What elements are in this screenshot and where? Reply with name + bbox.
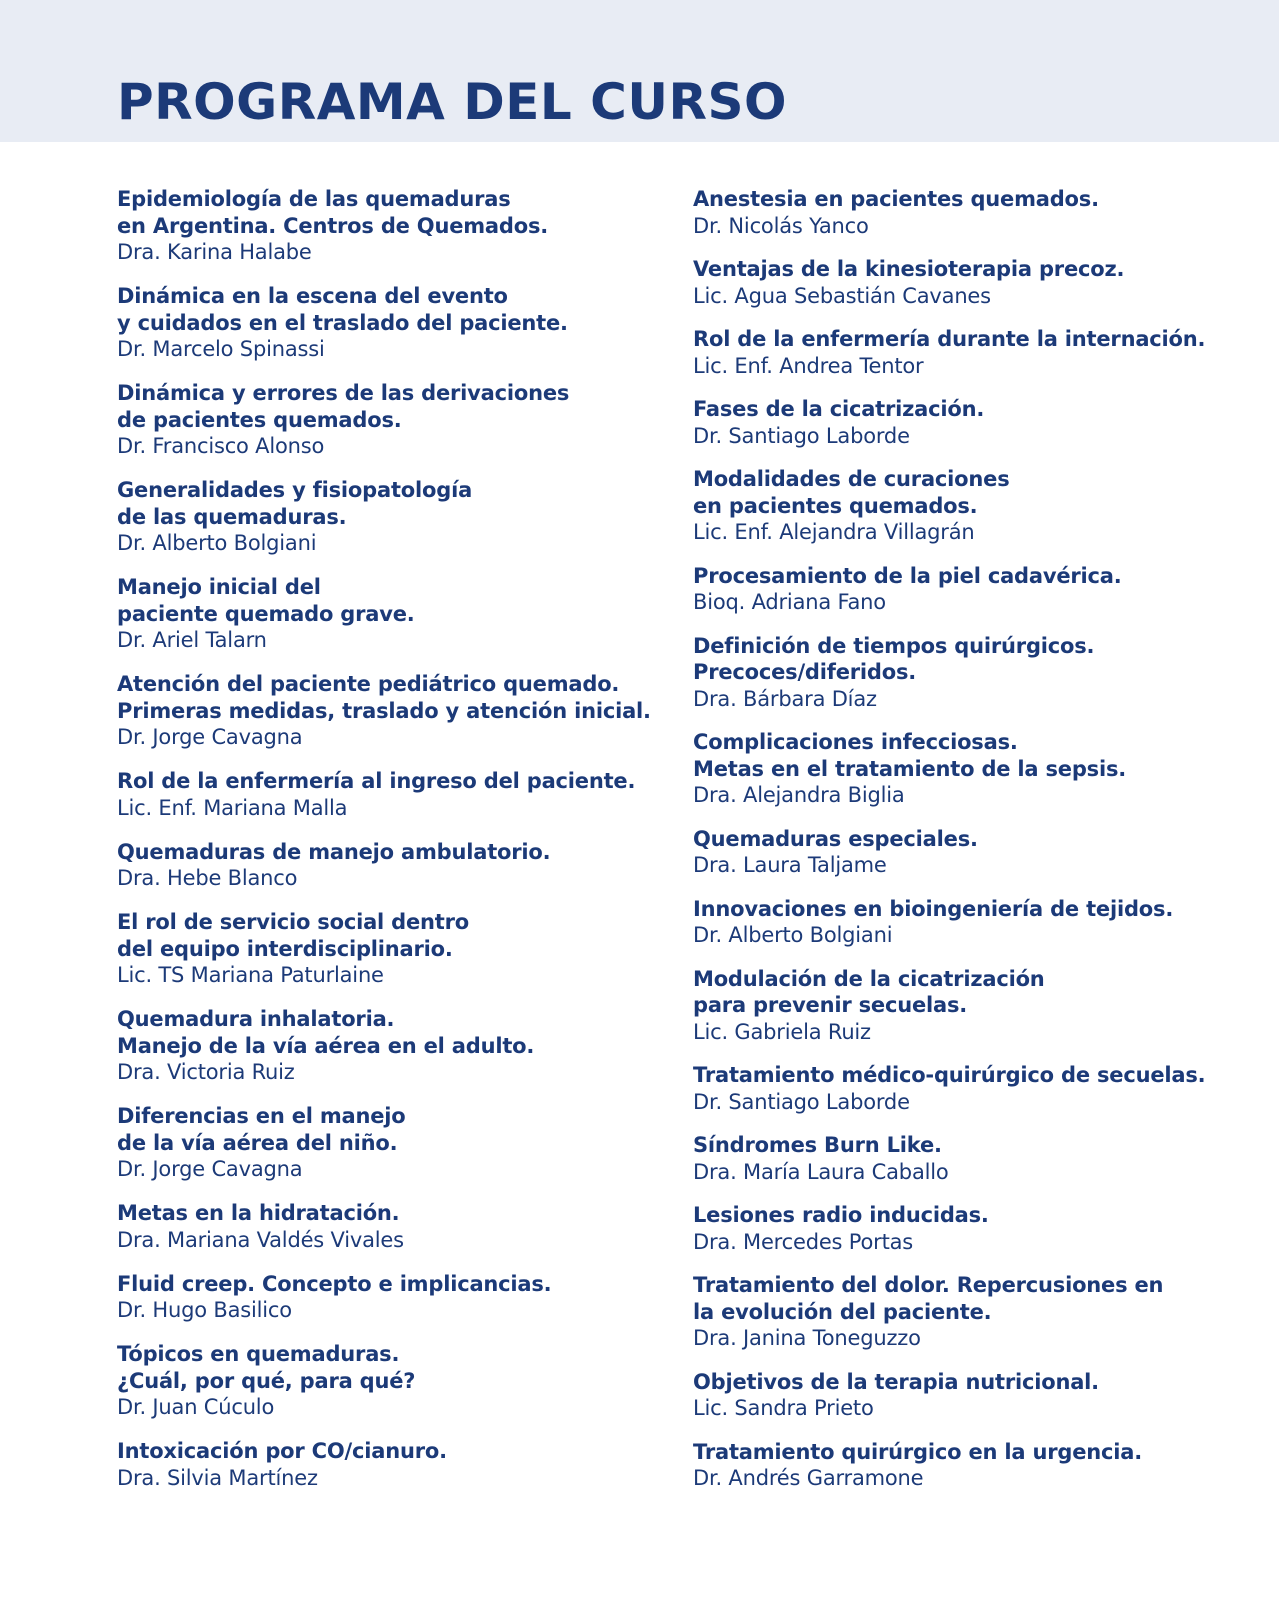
entry-speaker: Lic. TS Mariana Paturlaine	[117, 963, 384, 987]
program-entry	[693, 896, 1268, 949]
entry-speaker: Lic. Enf. Andrea Tentor	[693, 353, 924, 378]
program-entry	[693, 256, 1268, 309]
program-entry	[693, 1369, 1268, 1422]
program-entry	[117, 1006, 662, 1086]
entry-title: Lesiones radio inducidas.	[693, 1203, 989, 1227]
program-entry	[117, 671, 662, 751]
entry-speaker: Dr. Jorge Cavagna	[117, 725, 303, 749]
entry-speaker: Dra. Silvia Martínez	[117, 1465, 318, 1490]
entry-title: Epidemiología de las quemaduras en Argentina. Centros de Quemados.	[117, 187, 549, 238]
program-entry	[117, 909, 662, 989]
entry-speaker: Dr. Hugo Basilico	[117, 1298, 292, 1322]
program-entry	[693, 1202, 1268, 1255]
entry-speaker: Dr. Ariel Talarn	[117, 628, 267, 652]
entry-title: Síndromes Burn Like.	[693, 1133, 942, 1157]
entry-title: Modalidades de curaciones en pacientes quemados.	[693, 467, 1010, 518]
entry-speaker: Lic. Enf. Alejandra Villagrán	[693, 520, 975, 544]
entry-title: Tratamiento del dolor. Repercusiones en la evolución del paciente.	[693, 1273, 1164, 1324]
entry-speaker: Dra. Alejandra Biglia	[693, 783, 905, 807]
entry-title: Innovaciones en bioingeniería de tejidos.	[693, 896, 1174, 921]
entry-title: Tratamiento quirúrgico en la urgencia.	[693, 1439, 1142, 1464]
program-entry	[117, 1438, 662, 1491]
entry-title: Ventajas de la kinesioterapia precoz.	[693, 257, 1125, 281]
entry-speaker: Lic. Sandra Prieto	[693, 1396, 874, 1420]
program-entry	[693, 966, 1268, 1046]
entry-speaker: Dr. Santiago Laborde	[693, 1089, 910, 1114]
entry-speaker: Dra. Mercedes Portas	[693, 1229, 914, 1254]
program-entry	[693, 466, 1268, 546]
program-entry	[117, 477, 662, 557]
program-entry	[693, 563, 1268, 616]
entry-title: Rol de la enfermería al ingreso del paciente.	[117, 769, 636, 793]
entry-speaker: Dr. Marcelo Spinassi	[117, 337, 325, 361]
entry-speaker: Dr. Francisco Alonso	[117, 434, 325, 458]
entry-title: Dinámica en la escena del evento y cuidados en el traslado del paciente.	[117, 284, 568, 335]
entry-speaker: Dr. Nicolás Yanco	[693, 213, 869, 238]
program-entry	[693, 396, 1268, 449]
entry-title: Modulación de la cicatrización para prevenir secuelas.	[693, 966, 1045, 1017]
program-entry	[693, 633, 1268, 713]
entry-speaker: Dr. Alberto Bolgiani	[117, 531, 317, 555]
entry-speaker: Dra. Hebe Blanco	[117, 866, 298, 890]
program-entry	[693, 1272, 1268, 1352]
entry-title: Quemaduras de manejo ambulatorio.	[117, 839, 551, 864]
header-band	[0, 0, 1279, 142]
entry-title: Tópicos en quemaduras. ¿Cuál, por qué, para qué?	[117, 1342, 416, 1393]
entry-title: Dinámica y errores de las derivaciones de pacientes quemados.	[117, 381, 570, 432]
program-entry	[117, 574, 662, 654]
entry-speaker: Dr. Jorge Cavagna	[117, 1157, 303, 1181]
entry-title: Tratamiento médico-quirúrgico de secuelas.	[693, 1063, 1206, 1087]
program-left-column	[117, 186, 662, 1509]
program-entry	[693, 1439, 1268, 1492]
entry-speaker: Dr. Andrés Garramone	[693, 1466, 924, 1490]
program-entry	[693, 186, 1268, 239]
program-right-column	[693, 186, 1268, 1509]
entry-speaker: Dra. Bárbara Díaz	[693, 686, 877, 711]
entry-title: Fluid creep. Concepto e implicancias.	[117, 1271, 552, 1296]
entry-speaker: Dra. Laura Taljame	[693, 853, 887, 877]
entry-title: Rol de la enfermería durante la internación.	[693, 327, 1206, 351]
entry-speaker: Dra. Karina Halabe	[117, 240, 312, 264]
entry-title: Diferencias en el manejo de la vía aérea del niño.	[117, 1104, 406, 1155]
entry-title: Anestesia en pacientes quemados.	[693, 187, 1099, 211]
entry-title: Objetivos de la terapia nutricional.	[693, 1369, 1099, 1394]
entry-speaker: Dr. Alberto Bolgiani	[693, 923, 893, 947]
entry-title: Metas en la hidratación.	[117, 1201, 400, 1225]
entry-speaker: Dra. Mariana Valdés Vivales	[117, 1227, 404, 1252]
entry-title: Complicaciones infecciosas. Metas en el tratamiento de la sepsis.	[693, 730, 1127, 781]
page-title: PROGRAMA DEL CURSO	[117, 73, 787, 131]
program-entry	[693, 826, 1268, 879]
entry-speaker: Lic. Agua Sebastián Cavanes	[693, 283, 991, 308]
entry-title: Generalidades y fisiopatología de las quemaduras.	[117, 478, 473, 529]
entry-speaker: Dra. María Laura Caballo	[693, 1159, 949, 1184]
program-entry	[117, 1271, 662, 1324]
entry-title: Fases de la cicatrización.	[693, 397, 985, 421]
entry-title: Quemaduras especiales.	[693, 826, 978, 851]
entry-title: Quemadura inhalatoria. Manejo de la vía aérea en el adulto.	[117, 1007, 535, 1058]
program-entry	[693, 1062, 1268, 1115]
program-entry	[693, 326, 1268, 379]
program-entry	[117, 1341, 662, 1421]
entry-title: Atención del paciente pediátrico quemado. Primeras medidas, traslado y atención inicial.	[117, 672, 651, 723]
program-entry	[693, 1132, 1268, 1185]
entry-speaker: Lic. Gabriela Ruiz	[693, 1019, 871, 1044]
entry-speaker: Dra. Victoria Ruiz	[117, 1060, 295, 1084]
program-entry	[117, 768, 662, 821]
entry-speaker: Dr. Juan Cúculo	[117, 1395, 275, 1419]
entry-title: El rol de servicio social dentro del equipo interdisciplinario.	[117, 910, 470, 961]
entry-speaker: Bioq. Adriana Fano	[693, 590, 886, 614]
entry-speaker: Dr. Santiago Laborde	[693, 423, 910, 448]
program-entry	[117, 1200, 662, 1253]
program-entry	[117, 839, 662, 892]
program-entry	[117, 1103, 662, 1183]
entry-speaker: Lic. Enf. Mariana Malla	[117, 795, 348, 820]
program-entry	[693, 729, 1268, 809]
program-entry	[117, 380, 662, 460]
entry-speaker: Dra. Janina Toneguzzo	[693, 1326, 921, 1350]
program-entry	[117, 283, 662, 363]
program-entry	[117, 186, 662, 266]
entry-title: Procesamiento de la piel cadavérica.	[693, 563, 1122, 588]
entry-title: Manejo inicial del paciente quemado grave.	[117, 575, 415, 626]
entry-title: Definición de tiempos quirúrgicos. Precoces/diferidos.	[693, 633, 1095, 684]
entry-title: Intoxicación por CO/cianuro.	[117, 1439, 447, 1463]
